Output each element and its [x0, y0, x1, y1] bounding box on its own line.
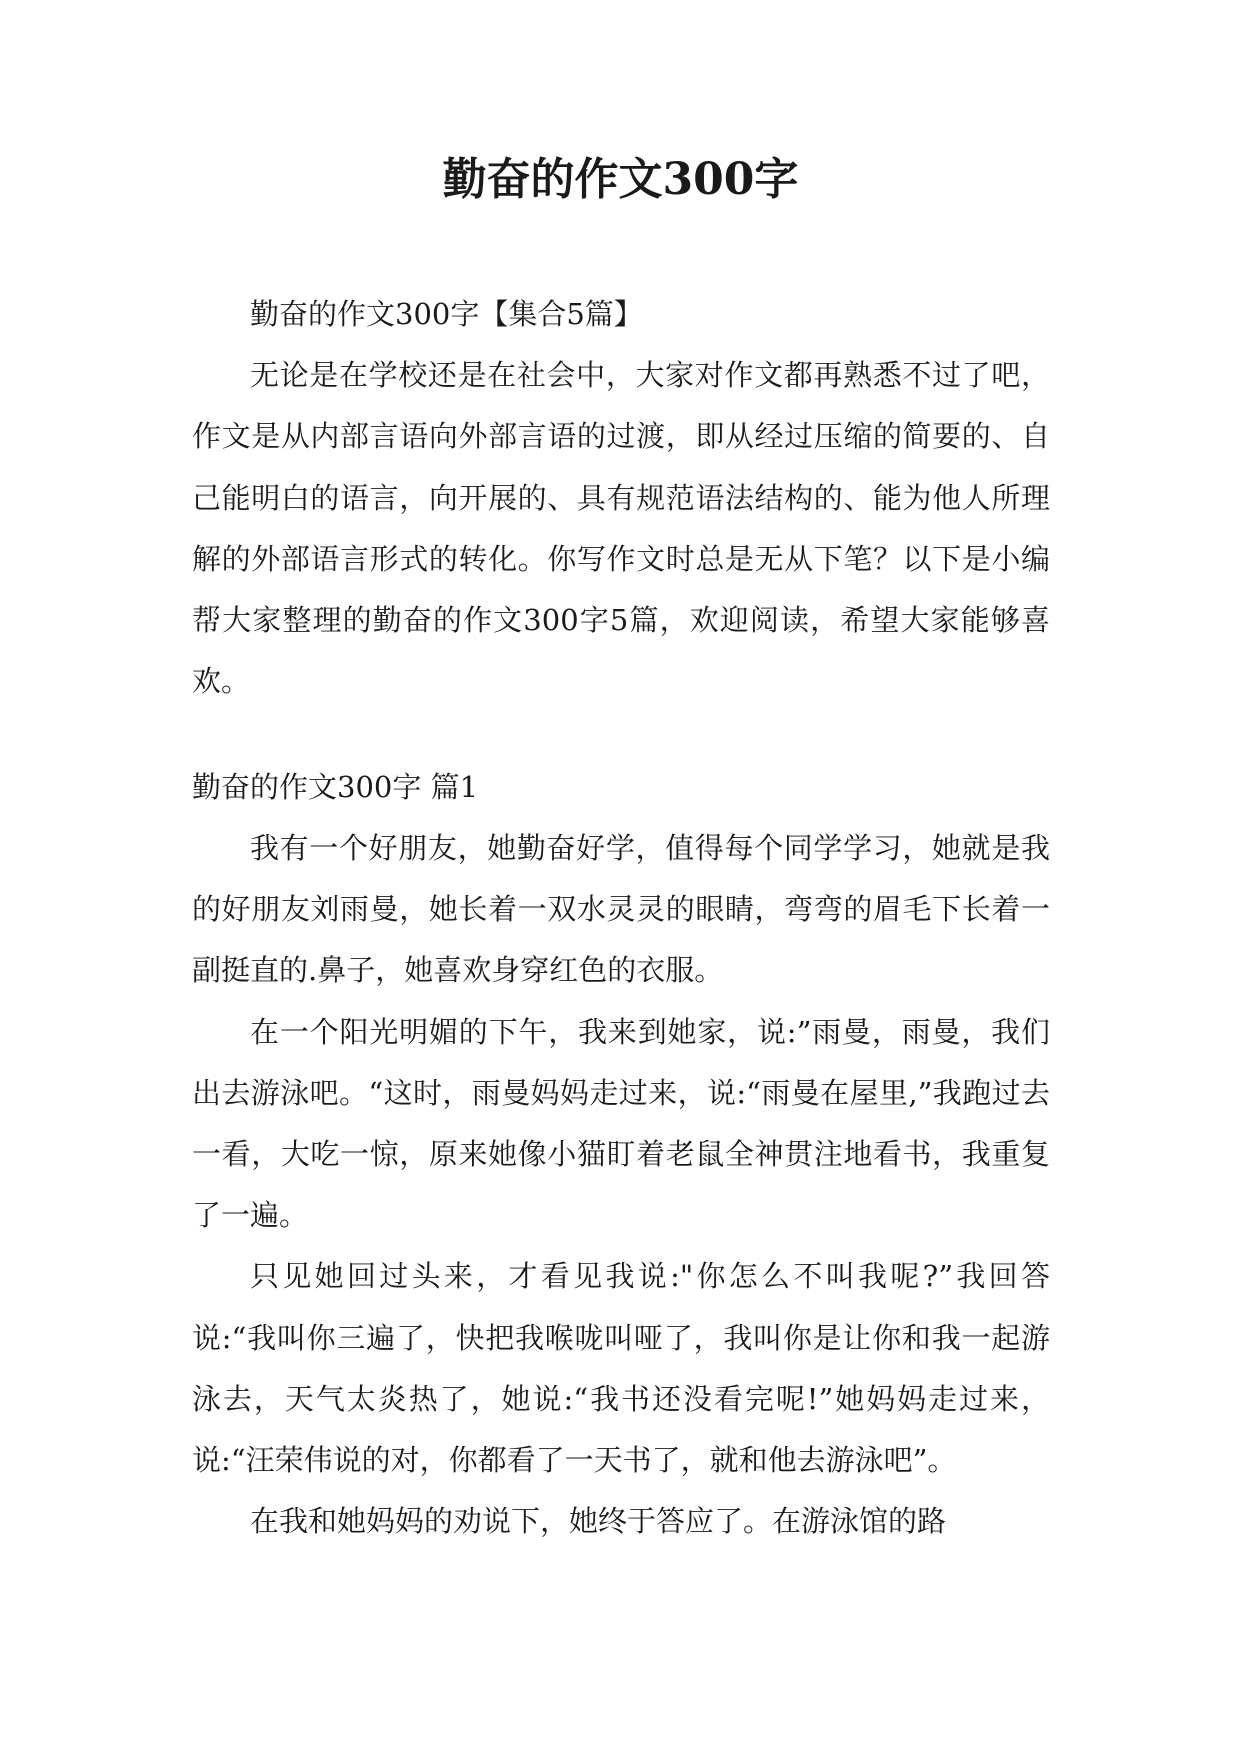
subtitle-paragraph: 勤奋的作文300字【集合5篇】 [250, 297, 643, 331]
document-title: 勤奋的作文300字 [442, 154, 799, 205]
essay-paragraph: 我有一个好朋友，她勤奋好学，值得每个同学学习，她就是我的好朋友刘雨曼，她长着一双水灵灵的眼睛，弯弯的眉毛下长着一副挺直的.鼻子，她喜欢身穿红色的衣服。 [192, 831, 1050, 988]
intro-block [192, 284, 1050, 712]
essay-paragraph: 在一个阳光明媚的下午，我来到她家，说:”雨曼，雨曼，我们出去游泳吧。“这时，雨曼妈妈走过来，说:“雨曼在屋里,”我跑过去一看，大吃一惊，原来她像小猫盯着老鼠全神贯注地看书，我重复了一遍。 [192, 1014, 1050, 1233]
section-heading: 勤奋的作文300字 篇1 [192, 770, 479, 804]
essay-paragraph: 只见她回过头来，才看见我说:"你怎么不叫我呢?”我回答说:“我叫你三遍了，快把我喉咙叫哑了，我叫你是让你和我一起游泳去，天气太炎热了，她说:“我书还没看完呢!”她妈妈走过来，说:“汪荣伟说的对，你都看了一天书了，就和他去游泳吧”。 [192, 1259, 1050, 1478]
essay-paragraph: 在我和她妈妈的劝说下，她终于答应了。在游泳馆的路 [250, 1504, 947, 1539]
intro-paragraph: 无论是在学校还是在社会中，大家对作文都再熟悉不过了吧，作文是从内部言语向外部言语的过渡，即从经过压缩的简要的、自己能明白的语言，向开展的、具有规范语法结构的、能为他人所理解的外部语言形式的转化。你写作文时总是无从下笔？以下是小编帮大家整理的勤奋的作文300字5篇，欢迎阅读，希望大家能够喜欢。 [192, 358, 1050, 699]
essay-body [192, 818, 1050, 1552]
